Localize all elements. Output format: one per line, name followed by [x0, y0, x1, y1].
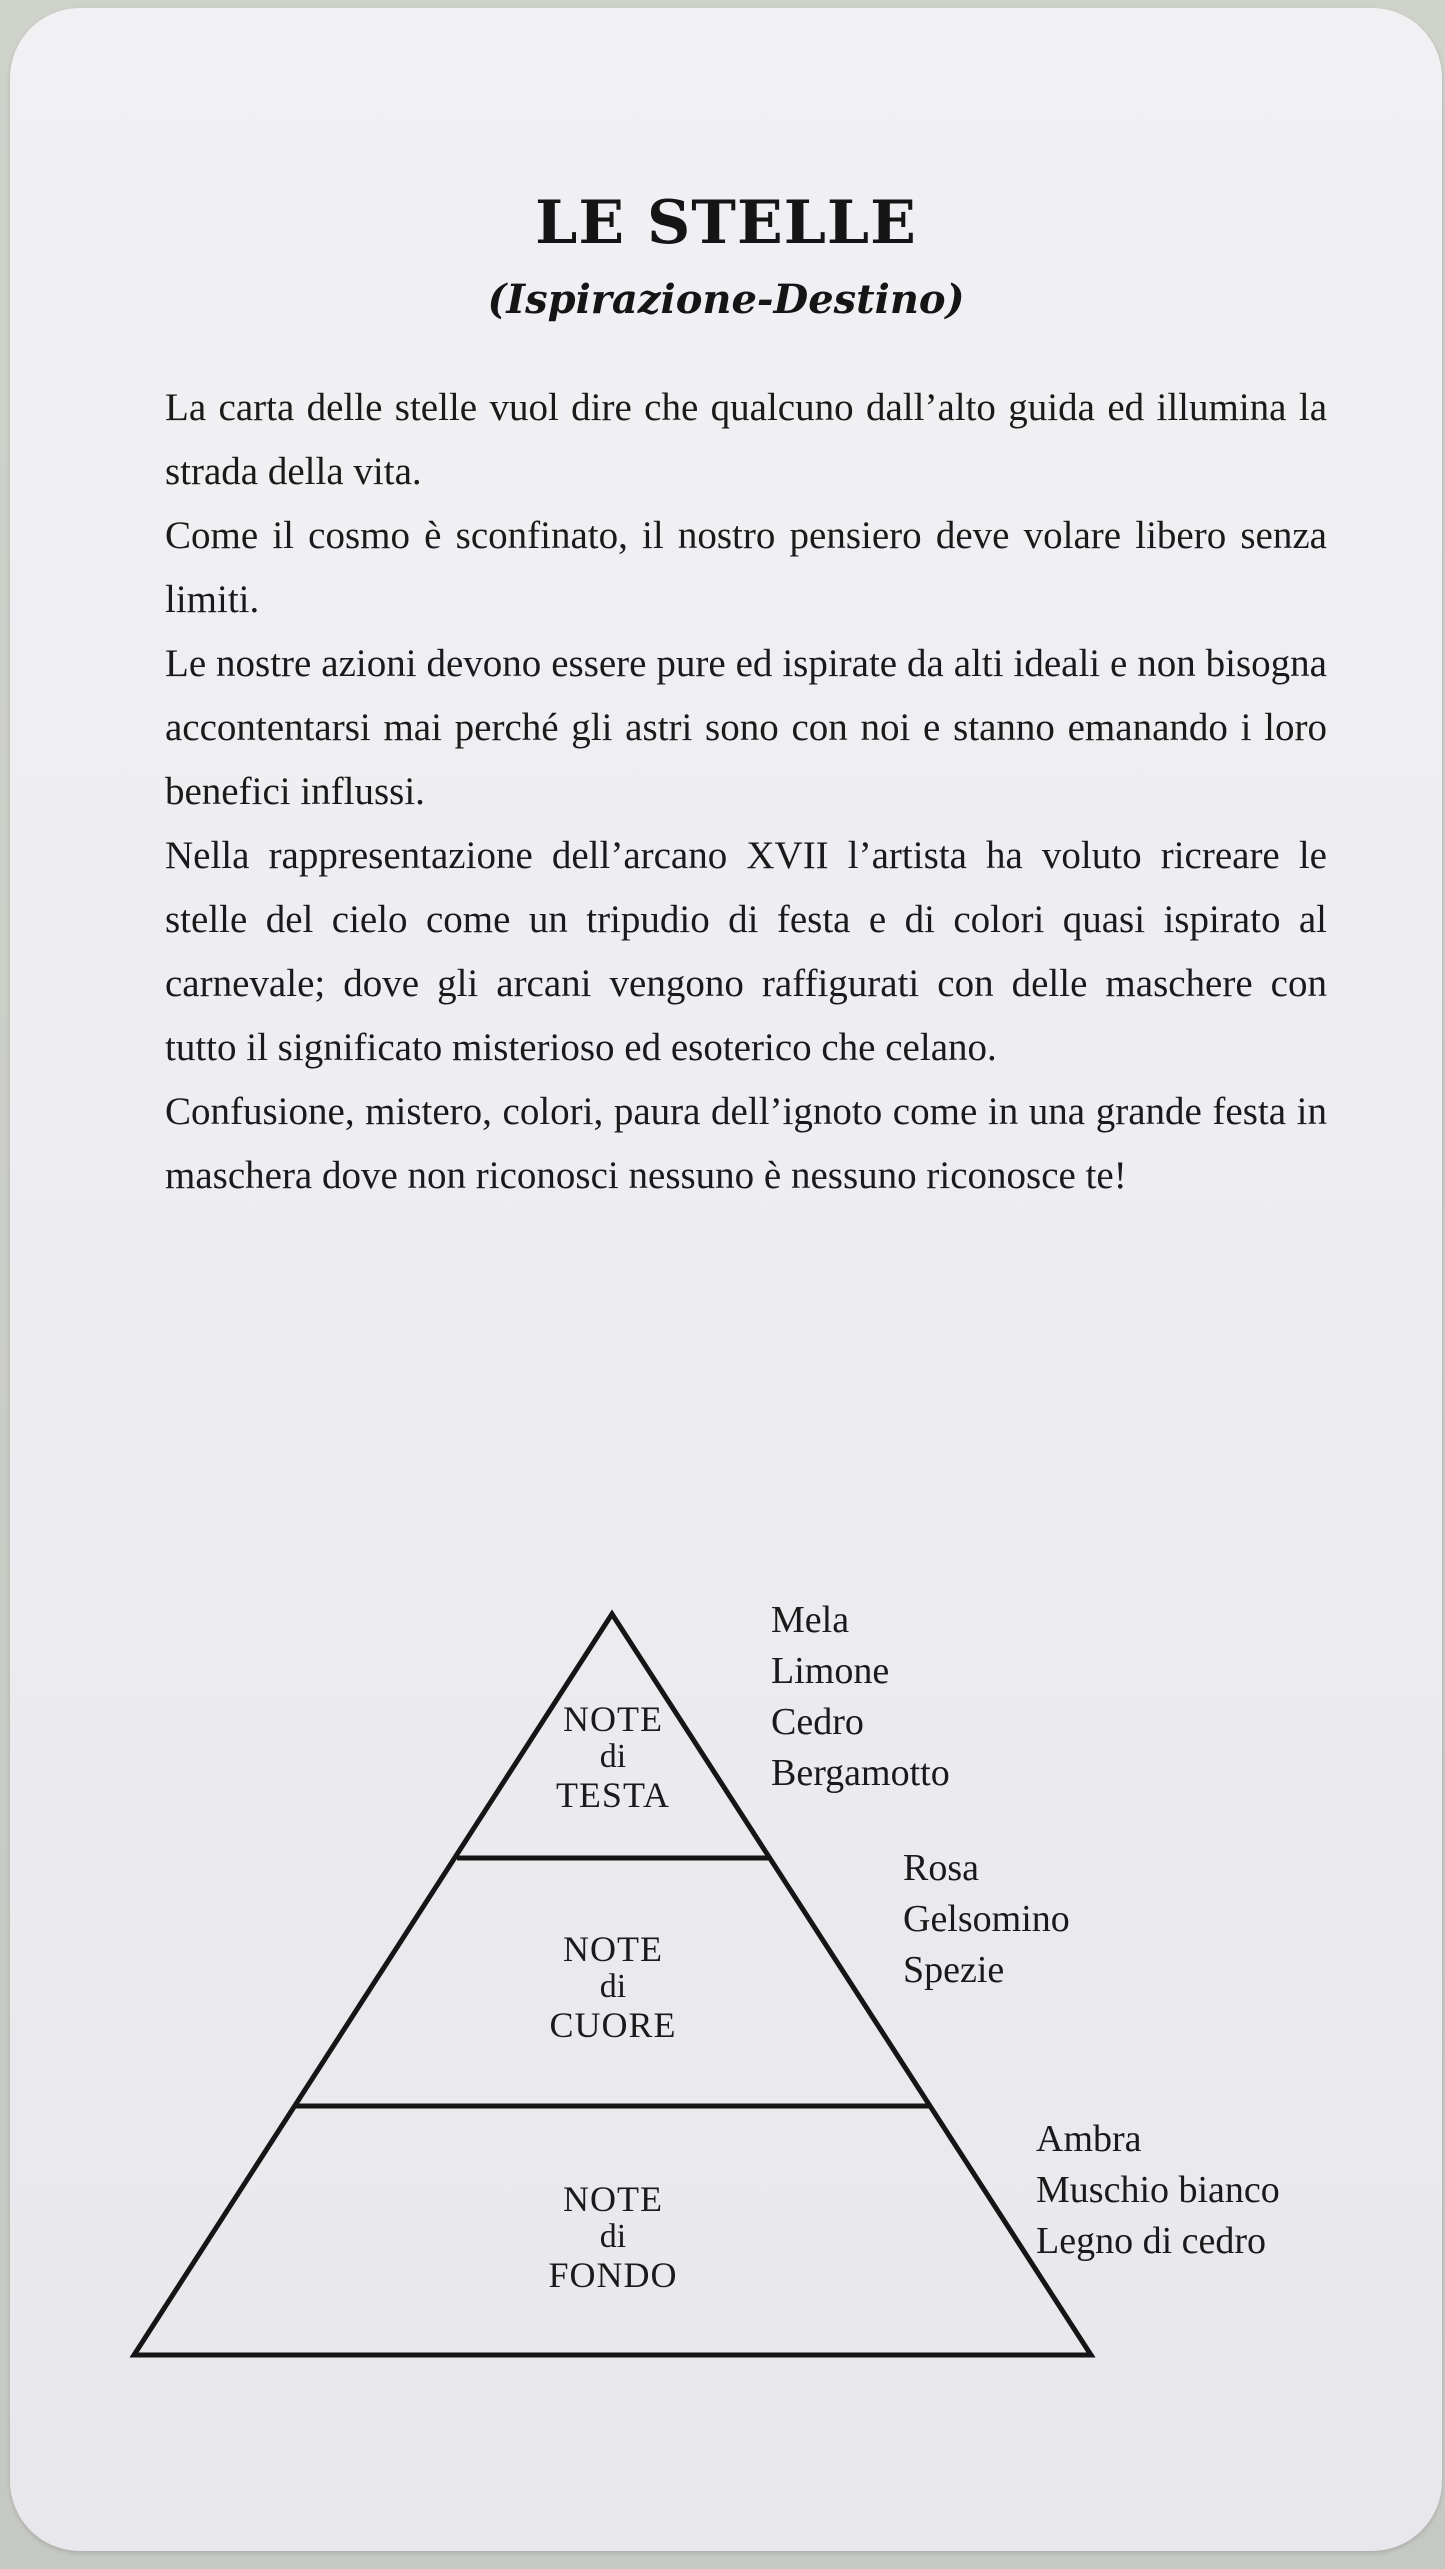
heart-notes-list [903, 1843, 1070, 1996]
description-paragraph: Come il cosmo è sconfinato, il nostro pensiero deve volare libero senza limiti. [165, 514, 1327, 621]
tier-label-line: di [599, 2218, 627, 2255]
note-item: Cedro [771, 1701, 864, 1743]
note-item: Rosa [903, 1847, 979, 1889]
description-paragraph: La carta delle stelle vuol dire che qualcuno dall’alto guida ed illumina la strada della vita. [165, 386, 1327, 493]
tier-label-line: CUORE [549, 2005, 677, 2045]
note-item: Gelsomino [903, 1898, 1070, 1940]
note-item: Spezie [903, 1949, 1005, 1991]
tier-label-line: NOTE [563, 1699, 663, 1739]
top-notes-list [771, 1595, 950, 1799]
tier-label-line: FONDO [548, 2255, 678, 2295]
description-paragraph: Le nostre azioni devono essere pure ed ispirate da alti ideali e non bisogna accontentarsi mai perché gli astri sono con noi e stanno emanando i loro benefici influssi. [165, 642, 1327, 813]
tier-label-line: NOTE [563, 1929, 663, 1969]
note-item: Limone [771, 1650, 890, 1692]
tier-label-line: di [599, 1738, 627, 1775]
description-paragraph: Nella rappresentazione dell’arcano XVII l’artista ha voluto ricreare le stelle del cielo come un tripudio di festa e di colori quasi ispirato al carnevale; dove gli arcani vengono raffigurati con delle maschere con tutto il significato misterioso ed esoterico che celano. [165, 834, 1327, 1069]
tier-label-line: di [599, 1968, 627, 2005]
tier-label-bottom [510, 2180, 716, 2294]
card-subtitle: (Ispirazione-Destino) [487, 276, 965, 323]
note-item: Mela [771, 1599, 850, 1641]
note-item: Bergamotto [771, 1752, 950, 1794]
note-item: Muschio bianco [1036, 2169, 1280, 2211]
base-notes-list [1036, 2114, 1280, 2267]
card-title: LE STELLE [535, 188, 917, 258]
tier-label-line: TESTA [555, 1775, 671, 1815]
note-item: Ambra [1036, 2118, 1142, 2160]
tarot-card [10, 8, 1442, 2551]
note-item: Legno di cedro [1036, 2220, 1267, 2262]
description-paragraph: Confusione, mistero, colori, paura dell’ignoto come in una grande festa in maschera dove non riconosci nessuno è nessuno riconosce te! [165, 1090, 1327, 1197]
tier-label-middle [510, 1930, 716, 2044]
tier-label-top [530, 1700, 696, 1814]
tier-label-line: NOTE [563, 2179, 663, 2219]
